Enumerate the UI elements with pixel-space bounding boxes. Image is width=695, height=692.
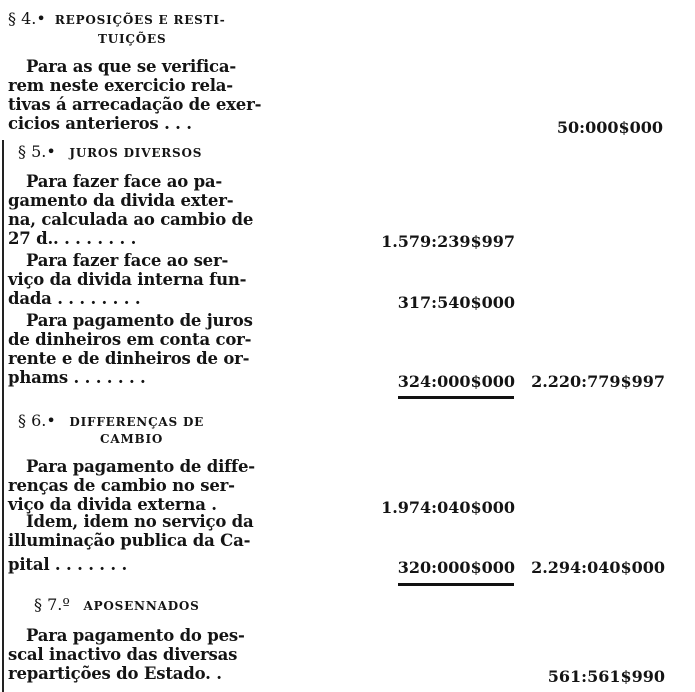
section-5-item-2-line: Para fazer face ao ser- xyxy=(26,251,229,270)
section-5-item-2-line: viço da divida interna fun- xyxy=(8,270,247,289)
section-4-line: tivas á arrecadação de exer- xyxy=(8,95,262,114)
section-5-item-1-line: gamento da divida exter- xyxy=(8,191,234,210)
section-5-item-3-value: 324:000$000 xyxy=(397,372,515,391)
section-6-item-1-value: 1.974:040$000 xyxy=(381,498,515,517)
section-6-item-1-line: renças de cambio no ser- xyxy=(8,476,235,495)
section-6-item-2-line: pital . . . . . . . xyxy=(8,555,128,574)
section-4-line: cicios anterieros . . . xyxy=(8,114,192,133)
section-5-item-3-line: rente e de dinheiros de or- xyxy=(8,349,250,368)
section-5-item-2-line: dada . . . . . . . . xyxy=(8,289,141,308)
section-7-amount: 561:561$990 xyxy=(547,667,665,686)
section-6-total-rule xyxy=(398,583,514,586)
section-5-heading: § 5.• JUROS DIVERSOS xyxy=(18,142,203,161)
section-5-item-1-line: Para fazer face ao pa- xyxy=(26,172,223,191)
section-4-line: rem neste exercicio rela- xyxy=(8,76,233,95)
left-margin-rule xyxy=(2,140,4,692)
section-6-item-2-value: 320:000$000 xyxy=(397,558,515,577)
section-5-item-1-value: 1.579:239$997 xyxy=(381,232,515,251)
section-7-heading: § 7.º APOSENNADOS xyxy=(34,595,200,614)
section-7-line: scal inactivo das diversas xyxy=(8,645,238,664)
section-5-total-rule xyxy=(398,396,514,399)
section-6-item-2-line: Idem, idem no serviço da xyxy=(26,512,254,531)
section-5-item-1-line: 27 d.. . . . . . . . xyxy=(8,229,137,248)
section-5-item-2-value: 317:540$000 xyxy=(397,293,515,312)
section-6-heading-cont: CAMBIO xyxy=(100,432,164,446)
section-6-item-1-line: viço da divida externa . xyxy=(8,495,217,514)
section-6-item-1-line: Para pagamento de diffe- xyxy=(26,457,255,476)
section-5-item-3-line: phams . . . . . . . xyxy=(8,368,146,387)
section-4-amount: 50:000$000 xyxy=(556,118,663,137)
section-5-item-1-line: na, calculada ao cambio de xyxy=(8,210,254,229)
section-7-line: Para pagamento do pes- xyxy=(26,626,245,645)
section-5-item-3-line: Para pagamento de juros xyxy=(26,311,253,330)
section-7-line: repartições do Estado. . xyxy=(8,664,222,683)
section-6-heading: § 6.• DIFFERENÇAS DE xyxy=(18,411,205,430)
section-4-heading-cont: TUIÇÕES xyxy=(98,32,167,46)
section-6-item-2-line: illuminação publica da Ca- xyxy=(8,531,251,550)
section-4-line: Para as que se verifica- xyxy=(26,57,237,76)
section-6-total: 2.294:040$000 xyxy=(531,558,665,577)
section-5-item-3-line: de dinheiros em conta cor- xyxy=(8,330,252,349)
section-4-heading: § 4.• REPOSIÇÕES E RESTI- xyxy=(8,9,226,28)
section-5-total: 2.220:779$997 xyxy=(531,372,665,391)
